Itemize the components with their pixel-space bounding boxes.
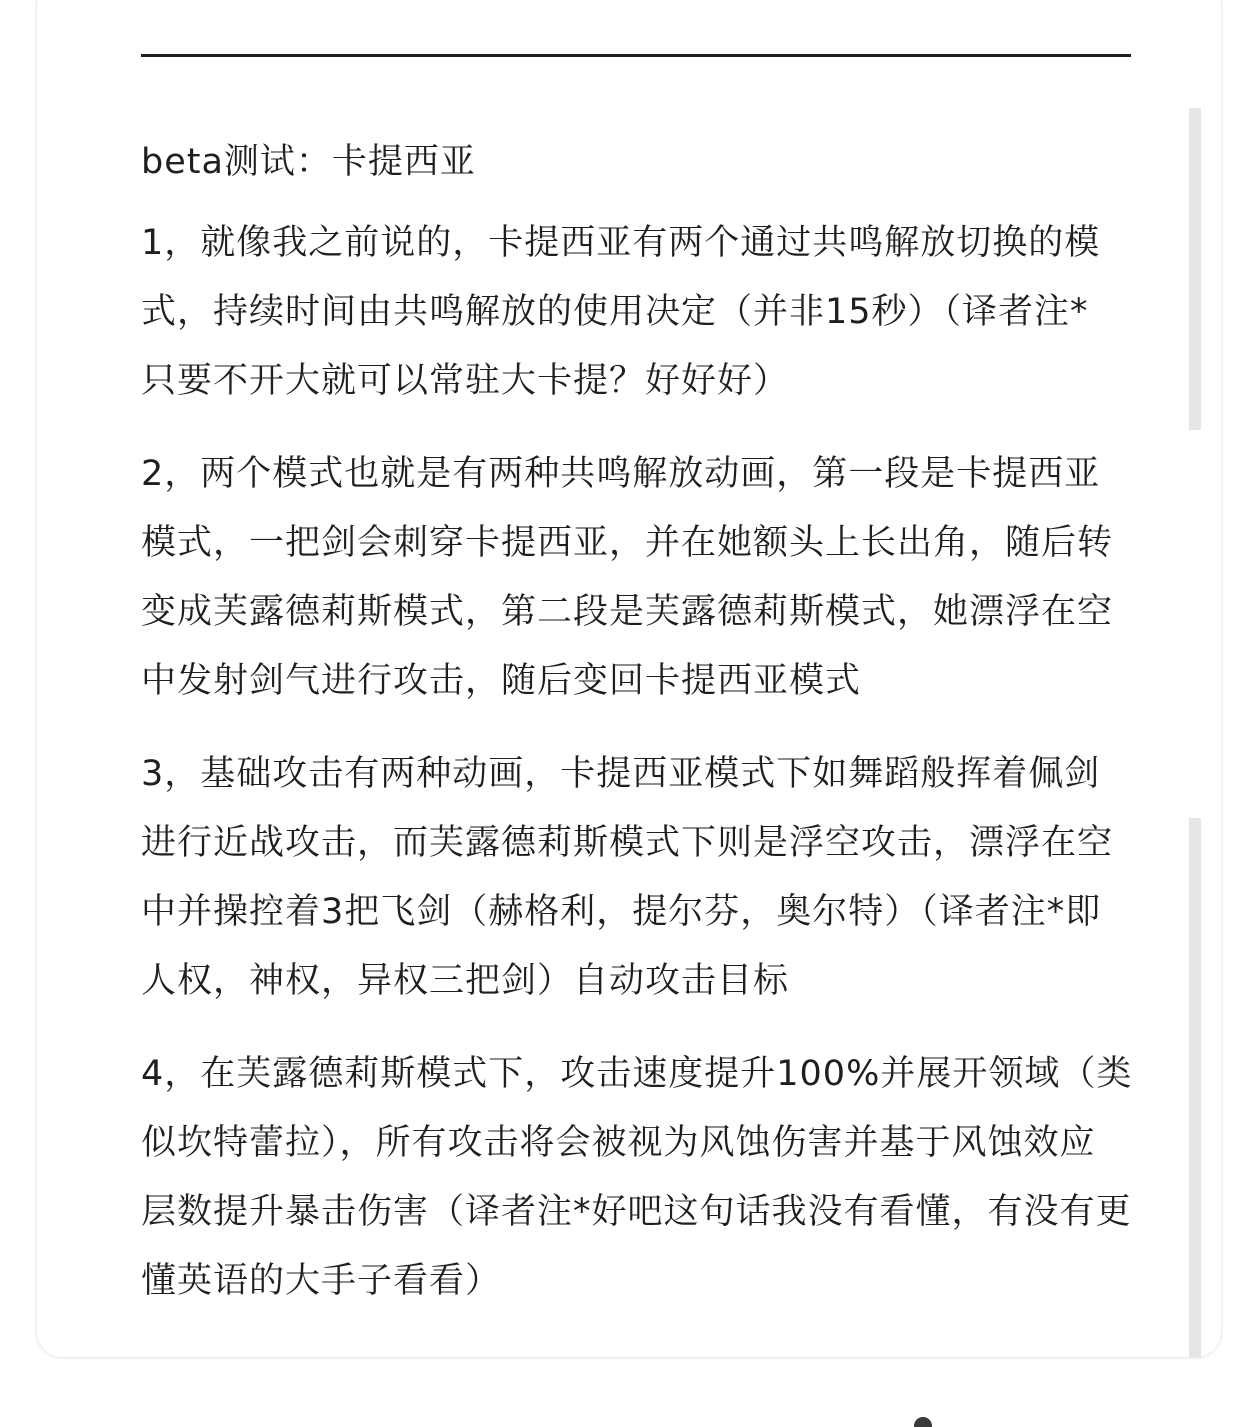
paragraph-2 — [141, 440, 1201, 716]
post-heading: beta测试：卡提西亚 — [141, 142, 476, 182]
text-line: 似坎特蕾拉），所有攻击将会被视为风蚀伤害并基于风蚀效应 — [141, 1123, 1096, 1163]
text-line: 人权，神权，异权三把剑）自动攻击目标 — [141, 961, 790, 1001]
divider-line — [141, 54, 1131, 57]
text-line: 中发射剑气进行攻击，随后变回卡提西亚模式 — [141, 661, 862, 701]
scrollbar-thumb[interactable] — [1189, 108, 1201, 430]
paragraph-1 — [141, 209, 1201, 416]
post-card — [36, 0, 1222, 1358]
scrollbar-thumb[interactable] — [1189, 818, 1201, 1358]
text-line: 变成芙露德莉斯模式，第二段是芙露德莉斯模式，她漂浮在空 — [141, 592, 1114, 632]
text-line: 1，就像我之前说的，卡提西亚有两个通过共鸣解放切换的模 — [141, 223, 1101, 263]
text-line: 进行近战攻击，而芙露德莉斯模式下则是浮空攻击，漂浮在空 — [141, 823, 1114, 863]
text-line: 层数提升暴击伤害（译者注*好吧这句话我没有看懂，有没有更 — [141, 1192, 1132, 1232]
text-line: 3，基础攻击有两种动画，卡提西亚模式下如舞蹈般挥着佩剑 — [141, 754, 1101, 794]
text-line: 懂英语的大手子看看） — [141, 1261, 502, 1301]
page-indicator-dot — [914, 1417, 932, 1427]
text-line: 式，持续时间由共鸣解放的使用决定（并非15秒）（译者注* — [141, 292, 1089, 332]
post-body — [141, 131, 1201, 1336]
text-line: 中并操控着3把飞剑（赫格利，提尔芬，奥尔特）（译者注*即 — [141, 892, 1102, 932]
text-line: 2，两个模式也就是有两种共鸣解放动画，第一段是卡提西亚 — [141, 454, 1101, 494]
text-line: 只要不开大就可以常驻大卡提？好好好） — [141, 361, 790, 401]
text-line: 4，在芙露德莉斯模式下，攻击速度提升100%并展开领域（类 — [141, 1054, 1133, 1094]
paragraph-3 — [141, 740, 1201, 1016]
paragraph-4 — [141, 1040, 1201, 1316]
text-line: 模式，一把剑会刺穿卡提西亚，并在她额头上长出角，随后转 — [141, 523, 1114, 563]
